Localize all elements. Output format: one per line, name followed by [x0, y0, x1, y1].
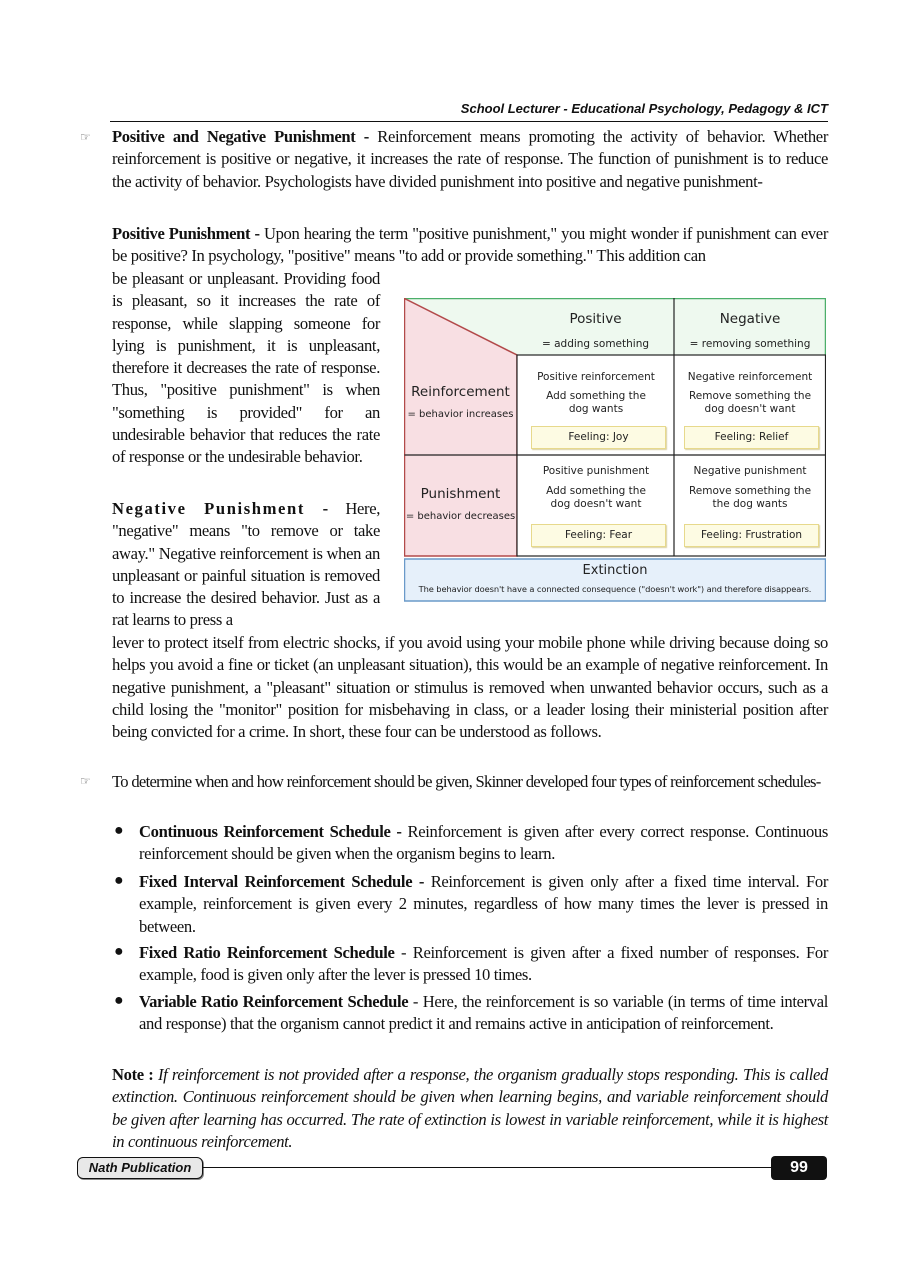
intro-text: Reinforcement means promoting the activity of behavior. Whether reinforcement is positive or negative, it increases the rate of response. The function of punishment is to reduce the activity of behavior. Psychologists have divided punishment into positive and negative punishment- — [112, 127, 828, 191]
row-punishment-title: Punishment — [420, 486, 501, 502]
row-reinforcement-title: Reinforcement — [411, 384, 510, 400]
cell-positive-punishment-desc: Add something the dog doesn't want — [546, 485, 646, 510]
cell-positive-punishment-feeling: Feeling: Fear — [531, 524, 666, 547]
bullet-icon: ● — [114, 943, 124, 960]
positive-punishment-text: Upon hearing the term "positive punishment," you might wonder if punishment can ever be positive? In psychology, "positive" means "to add or provide something." This addition can — [112, 224, 828, 266]
extinction-title: Extinction — [582, 563, 648, 578]
cell-negative-punishment-feeling: Feeling: Frustration — [684, 524, 819, 547]
note-text: If reinforcement is not provided after a response, the organism gradually stops responding. This is called extinction. Continuous reinforcement should be given when learning begins, and variable reinforcement should be given after learning has occurred. The rate of extinction is lowest in variable reinforcement, while it is highest in continuous reinforcement. — [112, 1065, 828, 1151]
cell-negative-punishment-desc: Remove something the the dog wants — [688, 485, 812, 510]
negative-punishment-full-text: lever to protect itself from electric shocks, if you avoid using your mobile phone while driving because doing so helps you avoid a fine or ticket (an unpleasant situation), this would be an example of negative reinforcement. In negative punishment, a "pleasant" situation or stimulus is removed when unwanted behavior occurs, such as a child losing the "monitor" position for misbehaving in class, or a leader losing their ministerial position after being convicted for a crime. In short, these four can be understood as follows. — [112, 633, 828, 742]
positive-punishment-lead: Positive Punishment - — [112, 224, 260, 243]
schedule-item-text: Reinforcement is given only after a fixed time interval. For example, reinforcement is given every 2 minutes, regardless of how many times the lever is pressed in between. — [139, 872, 828, 936]
cell-positive-punishment-name: Positive punishment — [542, 465, 650, 477]
schedule-item-text: - Reinforcement is given after a fixed number of responses. For example, food is given only after the lever is pressed 10 times. — [139, 943, 828, 985]
pointing-hand-icon: ☞ — [80, 130, 91, 144]
schedule-item-lead: Fixed Interval Reinforcement Schedule - — [139, 872, 425, 891]
bullet-icon: ● — [114, 872, 124, 889]
footer-rule — [203, 1167, 771, 1168]
extinction-desc: The behavior doesn't have a connected consequence ("doesn't work") and therefore disappears. — [418, 584, 812, 594]
bullet-icon: ● — [114, 992, 124, 1009]
negative-punishment-narrow-text: Here, "negative" means "to remove or take away." Negative reinforcement is when an unpleasant or painful situation is removed to increase the desired behavior. Just as a rat learns to press a — [112, 499, 381, 630]
running-header: School Lecturer - Educational Psychology, Pedagogy & ICT — [460, 101, 828, 116]
cell-positive-reinforcement-name: Positive reinforcement — [537, 371, 655, 383]
intro-paragraph — [112, 126, 828, 193]
header-rule — [110, 121, 828, 122]
cell-negative-reinforcement-feeling: Feeling: Relief — [684, 426, 819, 449]
schedule-item-text: - Here, the reinforcement is so variable (in terms of time interval and response) that the organism cannot predict it and remains active in anticipation of reinforcement. — [139, 992, 828, 1034]
schedule-item-fixed-interval — [139, 871, 828, 938]
schedule-item-lead: Variable Ratio Reinforcement Schedule — [139, 992, 409, 1011]
schedule-item-text: Reinforcement is given after every correct response. Continuous reinforcement should be given when the organism begins to learn. — [139, 822, 828, 864]
positive-punishment-narrow-text: be pleasant or unpleasant. Providing food is pleasant, so it increases the rate of response, while slapping someone for lying is punishment, it is unpleasant, therefore it decreases the rate of response. Thus, "positive punishment" is when "something is provided" for an undesirable behavior that reduces the rate of response or the undesirable behavior. — [112, 269, 380, 467]
cell-positive-reinforcement-feeling: Feeling: Joy — [531, 426, 666, 449]
row-reinforcement-subtitle: = behavior increases — [407, 409, 514, 420]
column-negative-subtitle: = removing something — [689, 338, 811, 350]
cell-negative-punishment-name: Negative punishment — [693, 465, 807, 477]
cell-negative-reinforcement-desc: Remove something the dog doesn't want — [688, 390, 812, 415]
schedule-item-lead: Continuous Reinforcement Schedule - — [139, 822, 402, 841]
note-label: Note : — [112, 1065, 154, 1084]
positive-punishment-paragraph — [112, 223, 828, 268]
negative-punishment-paragraph — [112, 498, 380, 632]
schedule-item-fixed-ratio — [139, 942, 828, 987]
note-paragraph — [112, 1064, 828, 1153]
column-positive-subtitle: = adding something — [541, 338, 650, 350]
negative-punishment-lead: Negative Punishment - — [112, 499, 330, 518]
schedules-intro: To determine when and how reinforcement should be given, Skinner developed four types of reinforcement schedules- — [112, 772, 821, 791]
column-positive-title: Positive — [569, 311, 622, 327]
intro-lead: Positive and Negative Punishment - — [112, 127, 369, 146]
pointing-hand-icon: ☞ — [80, 774, 91, 788]
bullet-icon: ● — [114, 822, 124, 839]
page-number: 99 — [771, 1156, 827, 1180]
schedule-item-lead: Fixed Ratio Reinforcement Schedule — [139, 943, 395, 962]
reinforcement-punishment-diagram — [404, 298, 826, 603]
publisher-badge: Nath Publication — [77, 1157, 203, 1179]
cell-negative-reinforcement-name: Negative reinforcement — [687, 371, 813, 383]
cell-positive-reinforcement-desc: Add something the dog wants — [546, 390, 646, 415]
schedule-item-variable-ratio — [139, 991, 828, 1036]
column-negative-title: Negative — [719, 311, 781, 327]
schedule-item-continuous — [139, 821, 828, 866]
row-punishment-subtitle: = behavior decreases — [405, 511, 516, 522]
